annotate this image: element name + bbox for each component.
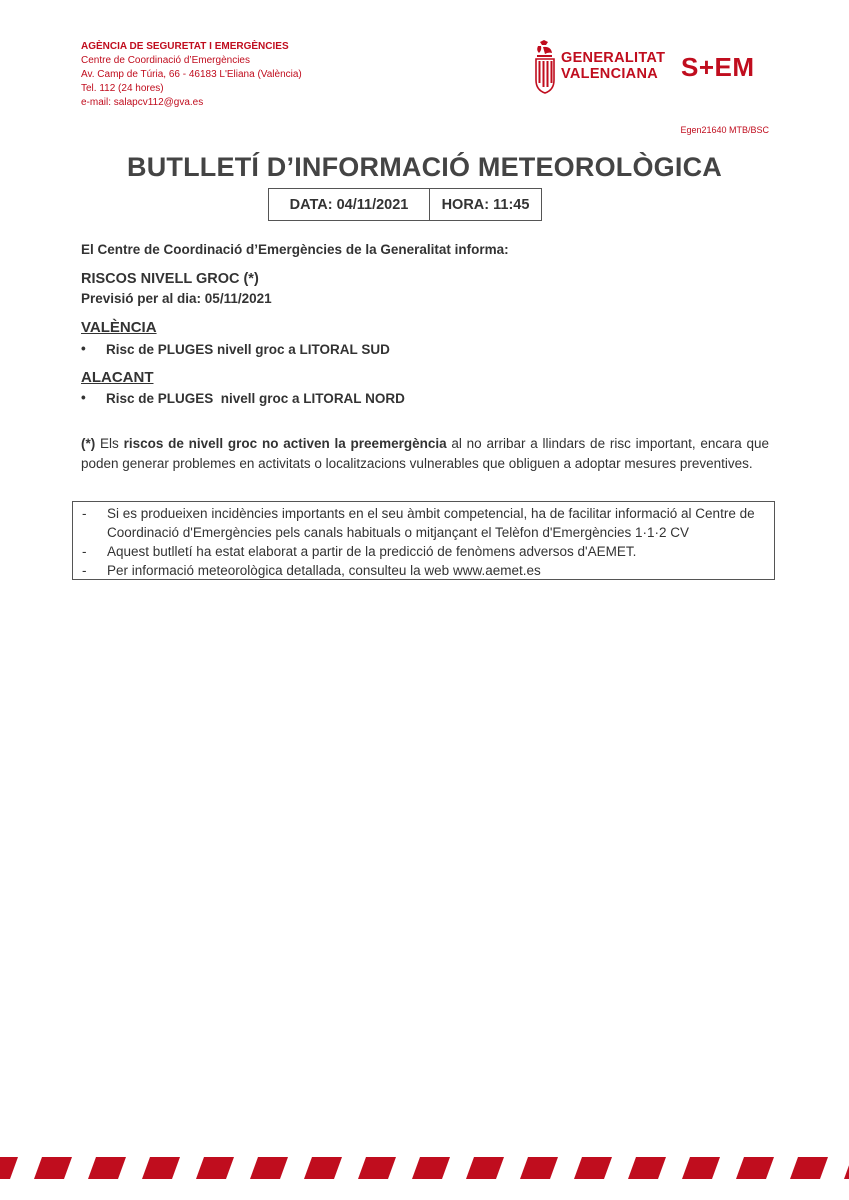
- date-time-box: [268, 188, 542, 221]
- risk-note: [81, 434, 769, 474]
- agency-address: Av. Camp de Túria, 66 - 46183 L'Eliana (València): [81, 69, 302, 80]
- stripe: [304, 1157, 342, 1179]
- risk-item-text: Risc de PLUGES nivell groc a LITORAL SUD: [106, 342, 390, 357]
- stripe: [142, 1157, 180, 1179]
- agency-phone: Tel. 112 (24 hores): [81, 83, 164, 94]
- logo-line-2: VALENCIANA: [561, 66, 658, 82]
- generalitat-logo-text: [561, 50, 665, 82]
- region-heading-valencia: VALÈNCIA: [81, 319, 157, 336]
- coat-of-arms-icon: [533, 40, 559, 94]
- stripe: [736, 1157, 774, 1179]
- info-item-text: Si es produeixen incidències importants en el seu àmbit competencial, ha de facilitar informació al Centre de Coordinació d'Emergències pels canals habituals o mitjançant el Telèfon d'Emergències 1·1·2 CV: [107, 506, 755, 540]
- bullet-icon: •: [81, 390, 86, 405]
- stripe: [520, 1157, 558, 1179]
- stripe: [0, 1157, 18, 1179]
- dash-icon: -: [82, 506, 87, 521]
- risk-level-heading: RISCOS NIVELL GROC (*): [81, 271, 259, 287]
- region-heading-alacant: ALACANT: [81, 369, 154, 386]
- time-cell: HORA: 11:45: [441, 196, 530, 213]
- note-part-2: al no arribar a llindars de risc important, encara que poden generar problemes en activitats o localitzacions vulnerables que obliguen a adoptar mesures preventives.: [81, 436, 769, 471]
- stripe: [358, 1157, 396, 1179]
- agency-name: AGÈNCIA DE SEGURETAT I EMERGÈNCIES: [81, 41, 289, 52]
- stripe: [466, 1157, 504, 1179]
- list-item: [82, 504, 766, 542]
- list-item: [82, 542, 766, 561]
- info-item-text: Per informació meteorològica detallada, consulteu la web www.aemet.es: [107, 563, 541, 578]
- stripe: [628, 1157, 666, 1179]
- agency-block: [81, 40, 302, 110]
- dash-icon: -: [82, 563, 87, 578]
- stripe: [34, 1157, 72, 1179]
- footer-stripes: [0, 1157, 849, 1179]
- date-cell: DATA: 04/11/2021: [269, 189, 430, 220]
- sem-logo: S+EM: [681, 52, 755, 82]
- info-box: [72, 501, 775, 580]
- stripe: [88, 1157, 126, 1179]
- note-bold: riscos de nivell groc no activen la preemergència: [123, 436, 447, 451]
- risk-item-text: Risc de PLUGES nivell groc a LITORAL NORD: [106, 391, 405, 406]
- stripe: [790, 1157, 828, 1179]
- bullet-icon: •: [81, 341, 86, 356]
- forecast-date: Previsió per al dia: 05/11/2021: [81, 291, 272, 306]
- stripe: [574, 1157, 612, 1179]
- logo-line-1: GENERALITAT: [561, 50, 666, 66]
- agency-email: e-mail: salapcv112@gva.es: [81, 97, 204, 108]
- stripe: [250, 1157, 288, 1179]
- stripe: [682, 1157, 720, 1179]
- info-item-text: Aquest butlletí ha estat elaborat a partir de la predicció de fenòmens adversos d'AEMET.: [107, 544, 637, 559]
- page-title: BUTLLETÍ D’INFORMACIÓ METEOROLÒGICA: [127, 152, 722, 182]
- stripe: [196, 1157, 234, 1179]
- intro-text: El Centre de Coordinació d’Emergències de la Generalitat informa:: [81, 242, 509, 257]
- document-reference: Egen21640 MTB/BSC: [680, 125, 769, 135]
- stripe: [412, 1157, 450, 1179]
- note-part-1: Els: [95, 436, 124, 451]
- note-marker: (*): [81, 436, 96, 451]
- generalitat-logo: [533, 40, 666, 94]
- stripe: [844, 1157, 849, 1179]
- list-item: [82, 561, 766, 580]
- dash-icon: -: [82, 544, 87, 559]
- agency-centre: Centre de Coordinació d’Emergències: [81, 55, 250, 66]
